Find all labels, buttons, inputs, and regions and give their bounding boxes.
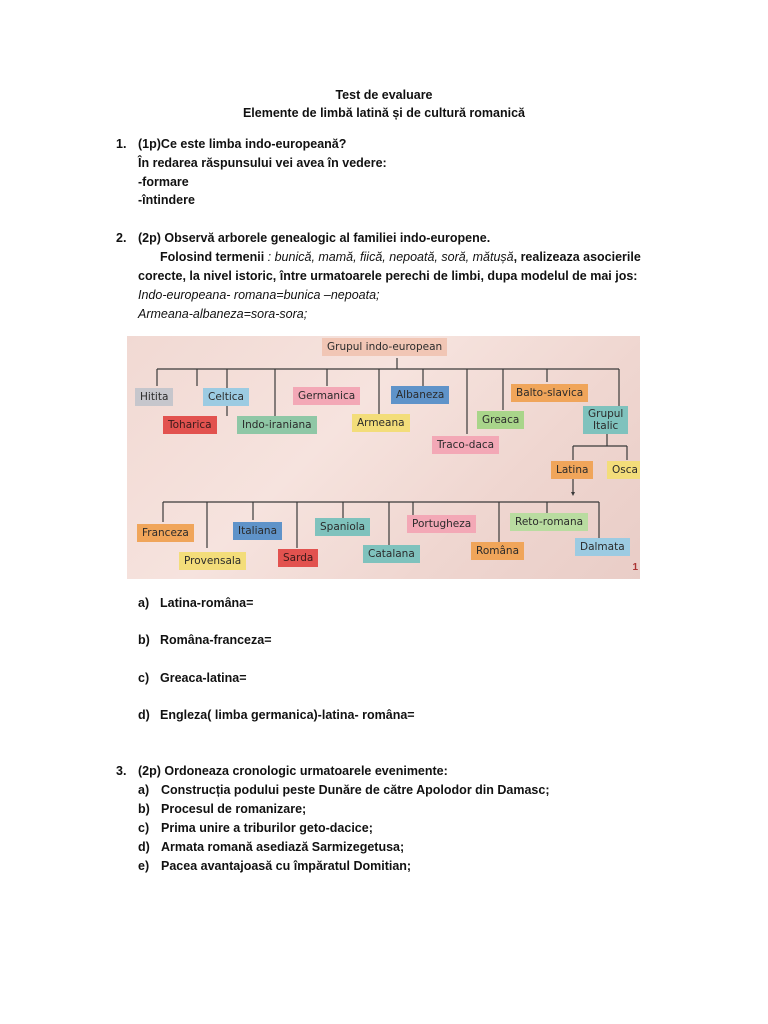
- q2-line3: corecte, la nivel istoric, între urmatoarele perechi de limbi, dupa modelul de mai jos:: [138, 269, 638, 283]
- q3-number: 3.: [116, 764, 127, 778]
- q2-line2-c: , realizeaza asocierile: [513, 250, 641, 264]
- tree-balto-slavica: Balto-slavica: [511, 384, 588, 402]
- tree-dalmata: Dalmata: [575, 538, 630, 556]
- q2-example2: Armeana-albaneza=sora-sora;: [138, 307, 308, 321]
- q2-line2: [160, 250, 641, 264]
- tree-hitita: Hitita: [135, 388, 173, 406]
- tree-osca: Osca: [607, 461, 640, 479]
- q3-item-b-text: Procesul de romanizare;: [161, 802, 307, 816]
- tree-greaca: Greaca: [477, 411, 524, 429]
- tree-grupul-italic: [583, 406, 628, 434]
- doc-title: Test de evaluare: [335, 88, 433, 102]
- tree-spaniola: Spaniola: [315, 518, 370, 536]
- tree-grupul-1: Grupul: [588, 408, 624, 420]
- tree-grupul-2: Italic: [593, 420, 619, 432]
- tree-franceza: Franceza: [137, 524, 194, 542]
- q1-line2: În redarea răspunsului vei avea în vedere:: [138, 156, 387, 170]
- q3-item-c-label: c): [138, 821, 150, 835]
- q2-item-b-label: b): [138, 633, 150, 647]
- tree-provensala: Provensala: [179, 552, 246, 570]
- q1-bullet1: -formare: [138, 175, 189, 189]
- tree-lines: [127, 336, 640, 579]
- q1-text: (1p)Ce este limba indo-europeană?: [138, 137, 347, 151]
- tree-germanica: Germanica: [293, 387, 360, 405]
- q3-text: (2p) Ordoneaza cronologic urmatoarele evenimente:: [138, 764, 448, 778]
- tree-celtica: Celtica: [203, 388, 249, 406]
- q2-example1: Indo-europeana- romana=bunica –nepoata;: [138, 288, 380, 302]
- tree-indo-iraniana: Indo-iraniana: [237, 416, 317, 434]
- q1-number: 1.: [116, 137, 127, 151]
- tree-portugheza: Portugheza: [407, 515, 476, 533]
- q2-item-a-label: a): [138, 596, 150, 610]
- doc-subtitle: Elemente de limbă latină și de cultură romanică: [242, 106, 526, 120]
- q2-item-c-text: Greaca-latina=: [160, 671, 247, 685]
- tree-albaneza: Albaneza: [391, 386, 449, 404]
- q2-item-d-label: d): [138, 708, 150, 722]
- q2-line2-a: Folosind termenii: [160, 250, 265, 264]
- q2-number: 2.: [116, 231, 127, 245]
- q2-item-b-text: Româna-franceza=: [160, 633, 272, 647]
- tree-armeana: Armeana: [352, 414, 410, 432]
- q3-item-e-label: e): [138, 859, 150, 873]
- q2-text: (2p) Observă arborele genealogic al familiei indo-europene.: [138, 231, 491, 245]
- q3-item-e-text: Pacea avantajoasă cu împăratul Domitian;: [161, 859, 412, 873]
- tree-catalana: Catalana: [363, 545, 420, 563]
- q3-item-a-text: Construcția podului peste Dunăre de către Apolodor din Damasc;: [161, 783, 550, 797]
- tree-latina: Latina: [551, 461, 593, 479]
- q3-item-d-text: Armata romană asediază Sarmizegetusa;: [161, 840, 405, 854]
- tree-reto-romana: Reto-romana: [510, 513, 588, 531]
- q1-bullet2: -întindere: [138, 193, 195, 207]
- q3-item-b-label: b): [138, 802, 150, 816]
- q2-line2-terms: : bunică, mamă, fiică, nepoată, soră, mătușă: [264, 250, 514, 264]
- q3-item-c-text: Prima unire a triburilor geto-dacice;: [161, 821, 373, 835]
- q3-item-d-label: d): [138, 840, 150, 854]
- tree-toharica: Toharica: [163, 416, 217, 434]
- q2-item-d-text: Engleza( limba germanica)-latina- româna=: [160, 708, 415, 722]
- tree-sarda: Sarda: [278, 549, 318, 567]
- tree-italiana: Italiana: [233, 522, 282, 540]
- tree-romana: Româna: [471, 542, 524, 560]
- genealogical-tree-image: [127, 336, 640, 579]
- tree-page-number: 1: [632, 562, 638, 573]
- q3-item-a-label: a): [138, 783, 150, 797]
- tree-root: Grupul indo-european: [322, 338, 447, 356]
- q2-item-c-label: c): [138, 671, 150, 685]
- tree-traco-daca: Traco-daca: [432, 436, 499, 454]
- q2-item-a-text: Latina-româna=: [160, 596, 254, 610]
